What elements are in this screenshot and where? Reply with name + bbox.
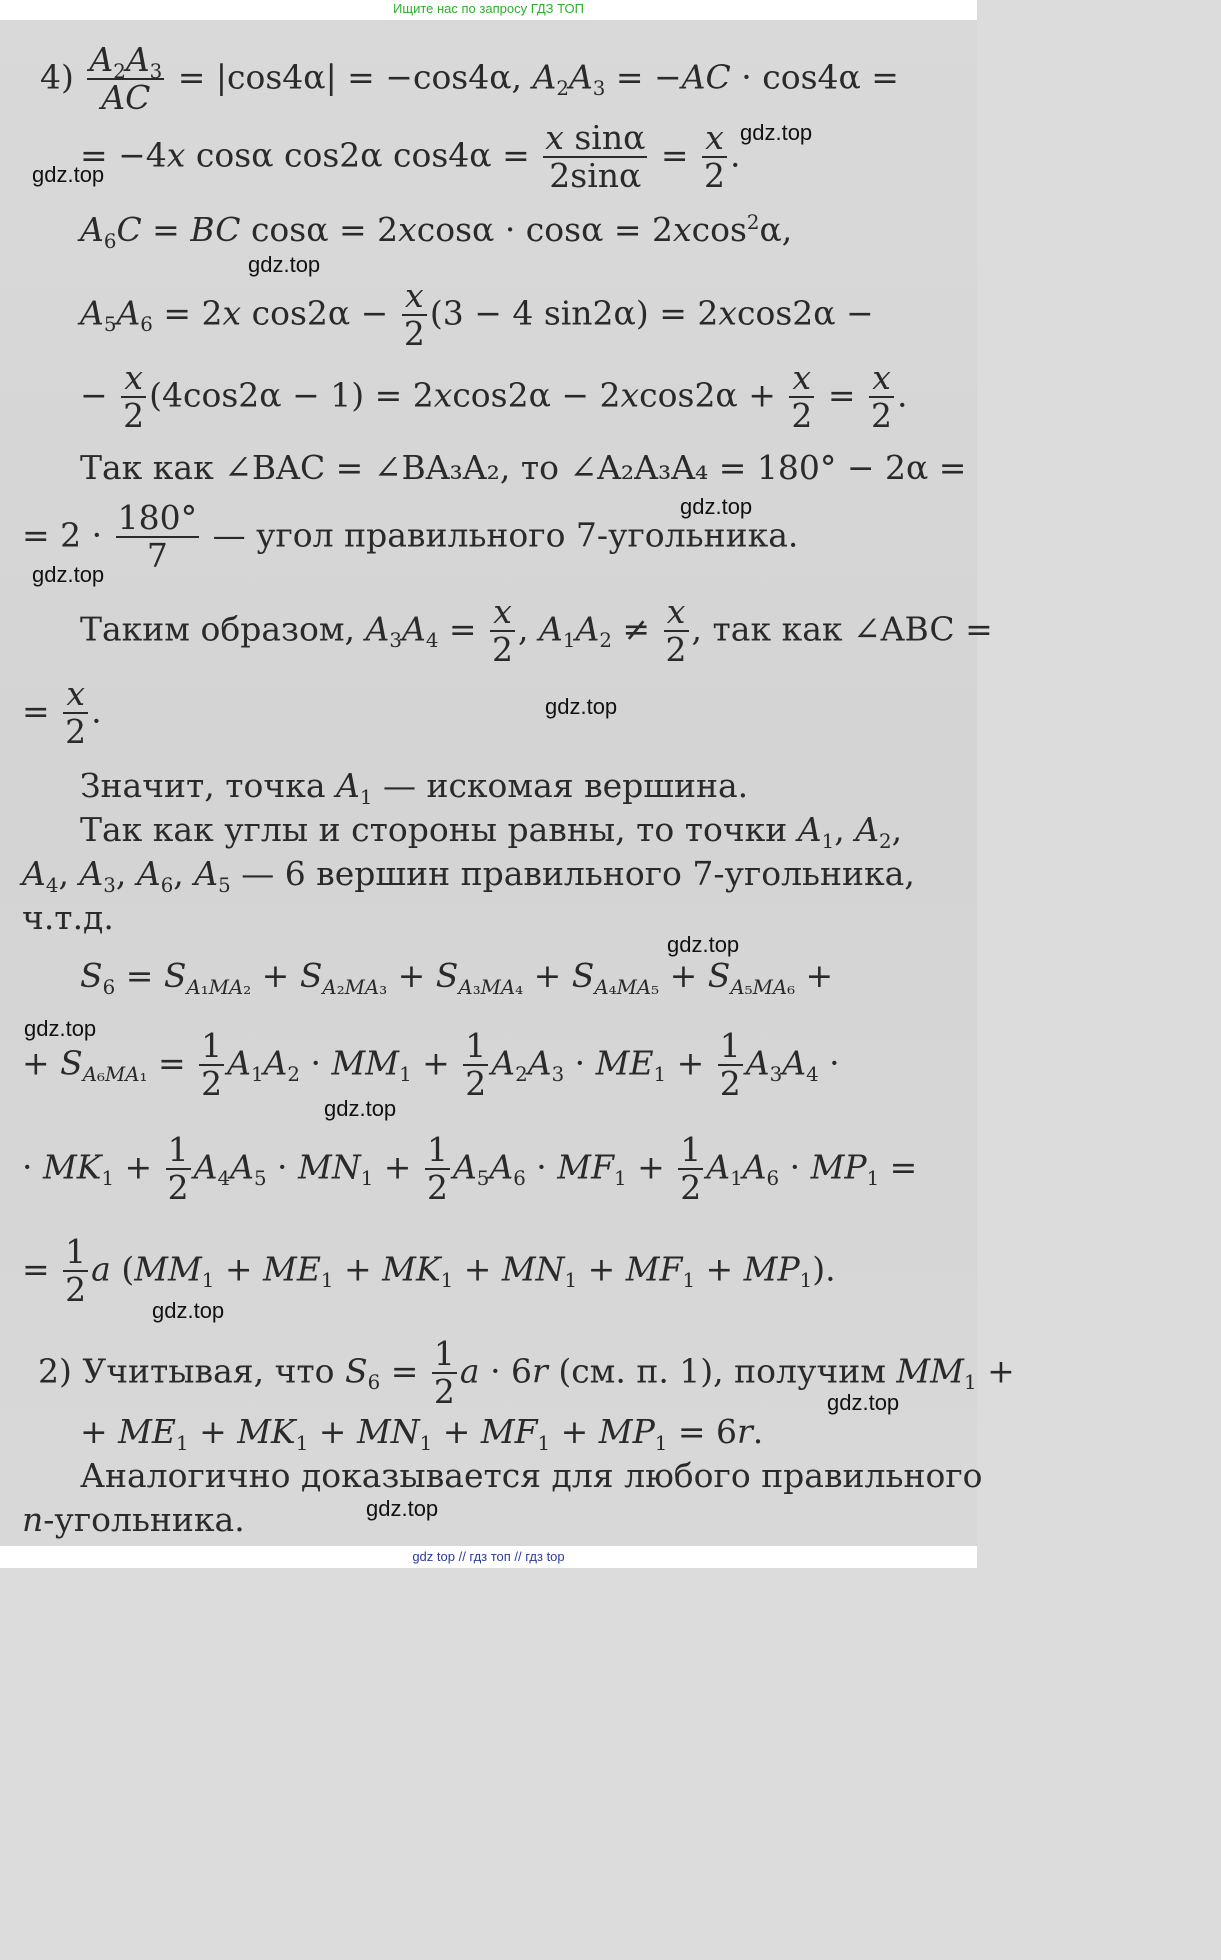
watermark: gdz.top — [24, 1016, 97, 1041]
fraction: $\frac{x}{2}$ — [665, 592, 687, 670]
fraction: $\frac{1}{2}$ — [433, 1334, 455, 1412]
formula-line-16: · $MK_1$ + $\frac{1}{2}$ $A_4A_5 \cdot MN_1$ + $\frac{1}{2}$ $A_5A_6 \cdot MF_1$ + $\frac{1}{2}$ $A_1A_6 \cdot MP_1$ = — [22, 1130, 918, 1208]
fraction: $\frac{x}{2}$ — [871, 358, 892, 436]
fraction: $\frac{x}{2}$ — [123, 358, 145, 436]
watermark: gdz.top — [680, 494, 753, 519]
top-banner[interactable]: Ищите нас по запросу ГДЗ ТОП — [0, 0, 977, 20]
watermark: gdz.top — [545, 694, 618, 719]
bottom-banner[interactable]: gdz top // гдз топ // гдз top — [0, 1546, 977, 1568]
fraction: $\frac{x}{2}$ — [492, 592, 514, 670]
text-ugol: — угол правильного 7-угольника. — [212, 515, 799, 555]
fraction: $\frac{1}{2}$ — [65, 1232, 87, 1310]
fraction: $\frac{1}{2}$ — [201, 1026, 223, 1104]
formula-line-18: 2) Учитывая, что $S_6$ = $\frac{1}{2}$ a · 6r (см. п. 1), получим $MM_1$ + — [38, 1334, 1015, 1412]
text-takim: Таким образом, — [80, 609, 356, 649]
watermark: gdz.top — [366, 1496, 439, 1521]
fraction: $\frac{x}{2}$ — [791, 358, 813, 436]
formula-line-19: + $ME_1 + MK_1 + MN_1 + MF_1 + MP_1 = 6r$. — [80, 1412, 764, 1455]
text-tak-kak3: Так как углы и стороны равны, то точки — [80, 810, 788, 849]
formula-line-17: = $\frac{1}{2}$ a $(MM_1 + ME_1 + MK_1 + MN_1 + MF_1 + MP_1)$. — [22, 1232, 836, 1310]
formula-line-8: Таким образом, $A_3A_4$ = $\frac{x}{2}$ , $A_1A_2$ ≠ $\frac{x}{2}$ , так как ∠ABC = — [80, 592, 993, 670]
watermark: gdz.top — [740, 120, 813, 145]
formula-line-15: + $S_{A_6MA_1}$ = $\frac{1}{2}$ $A_1A_2 \cdot MM_1$ + $\frac{1}{2}$ $A_2A_3 \cdot ME_1$ + $\frac{1}{2}$ $A_3A_4$ · — [22, 1026, 840, 1104]
text-analog-1: Аналогично доказывается для любого правильного — [80, 1456, 983, 1495]
watermark: gdz.top — [248, 252, 321, 277]
solution-page — [0, 20, 1015, 1546]
fraction: $\frac{1}{2}$ — [465, 1026, 487, 1104]
watermark: gdz.top — [152, 1298, 225, 1323]
text-analog-2: n-угольника. — [22, 1500, 245, 1539]
watermark: gdz.top — [32, 562, 105, 587]
formula-line-5: − $\frac{x}{2}$ (4cos2α − 1) = 2xcos2α − 2xcos2α + $\frac{x}{2}$ = $\frac{x}{2}$ . — [80, 358, 908, 436]
formula-line-3: $A_6C$ = BC cosα = 2xcosα · cosα = 2xcos$^2$α, — [80, 210, 793, 253]
text-vershin: — 6 вершин правильного 7-угольника, — [241, 854, 915, 893]
formula-line-4: $A_5A_6 = 2x$ cos2α − $\frac{x}{2}$ (3 − 4 sin2α) = 2xcos2α − — [80, 276, 874, 354]
formula-line-2: = −4x cosα cos2α cos4α = $\frac{\text{x sinα}}{2\sin\alpha}$ = $\frac{x}{2}$ . — [80, 118, 741, 196]
fraction: $\frac{1}{2}$ — [680, 1130, 702, 1208]
text-line-tak-kak3: Так как углы и стороны равны, то точки $A_1$, $A_2$, — [80, 810, 903, 853]
text-uchit: 2) Учитывая, что — [38, 1351, 335, 1391]
fraction: $\frac{x}{2}$ — [704, 118, 726, 196]
fraction: $\frac{1}{2}$ — [426, 1130, 448, 1208]
text-iskomaya: — искомая вершина. — [382, 766, 749, 805]
fraction: $\frac{1}{2}$ — [719, 1026, 741, 1104]
text-znachit: Значит, точка — [80, 766, 326, 805]
formula-line-7: = 2 · $\frac{180^\circ}{7}$ — угол правильного 7-угольника. — [22, 498, 799, 576]
formula-line-9: = $\frac{x}{2}$ . — [22, 674, 102, 752]
text-tak-kak2: , так как ∠ABC = — [691, 609, 993, 649]
watermark: gdz.top — [324, 1096, 397, 1121]
watermark: gdz.top — [32, 162, 105, 187]
watermark: gdz.top — [667, 932, 740, 957]
formula-line-14: $S_6 = S_{A_1MA_2} + S_{A_2MA_3} + S_{A_3MA_4} + S_{A_4MA_5} + S_{A_5MA_6}$ + — [80, 956, 834, 999]
watermark: gdz.top — [827, 1390, 900, 1415]
fraction: $\frac{1}{2}$ — [167, 1130, 189, 1208]
formula-line-1: 4) $\frac{A_2A_3}{AC}$ = |cos4α| = −cos4α, $A_2A_3 = -AC \cdot \cos 4\alpha$ = — [40, 40, 899, 118]
fraction: $\frac{x}{2}$ — [65, 674, 87, 752]
fraction: $\frac{\text{x sinα}}{2\sin\alpha}$ — [545, 118, 646, 196]
text-line-znachit: Значит, точка $A_1$ — искомая вершина. — [80, 766, 749, 809]
text-chtd: ч.т.д. — [22, 898, 114, 937]
fraction: $\frac{180^\circ}{7}$ — [117, 498, 198, 576]
fraction: $\frac{x}{2}$ — [403, 276, 425, 354]
text-line-tak-kak: Так как ∠BAC = ∠BA₃A₂, то ∠A₂A₃A₄ = 180° − 2α = — [80, 448, 967, 487]
text-line-vershin: $A_4$, $A_3$, $A_6$, $A_5$ — 6 вершин правильного 7-угольника, — [22, 854, 915, 897]
text-analog-2-tail: -угольника. — [43, 1500, 245, 1539]
text-sm: (см. п. 1), получим — [558, 1351, 886, 1391]
fraction: $\frac{A_2A_3}{AC}$ — [89, 40, 163, 118]
